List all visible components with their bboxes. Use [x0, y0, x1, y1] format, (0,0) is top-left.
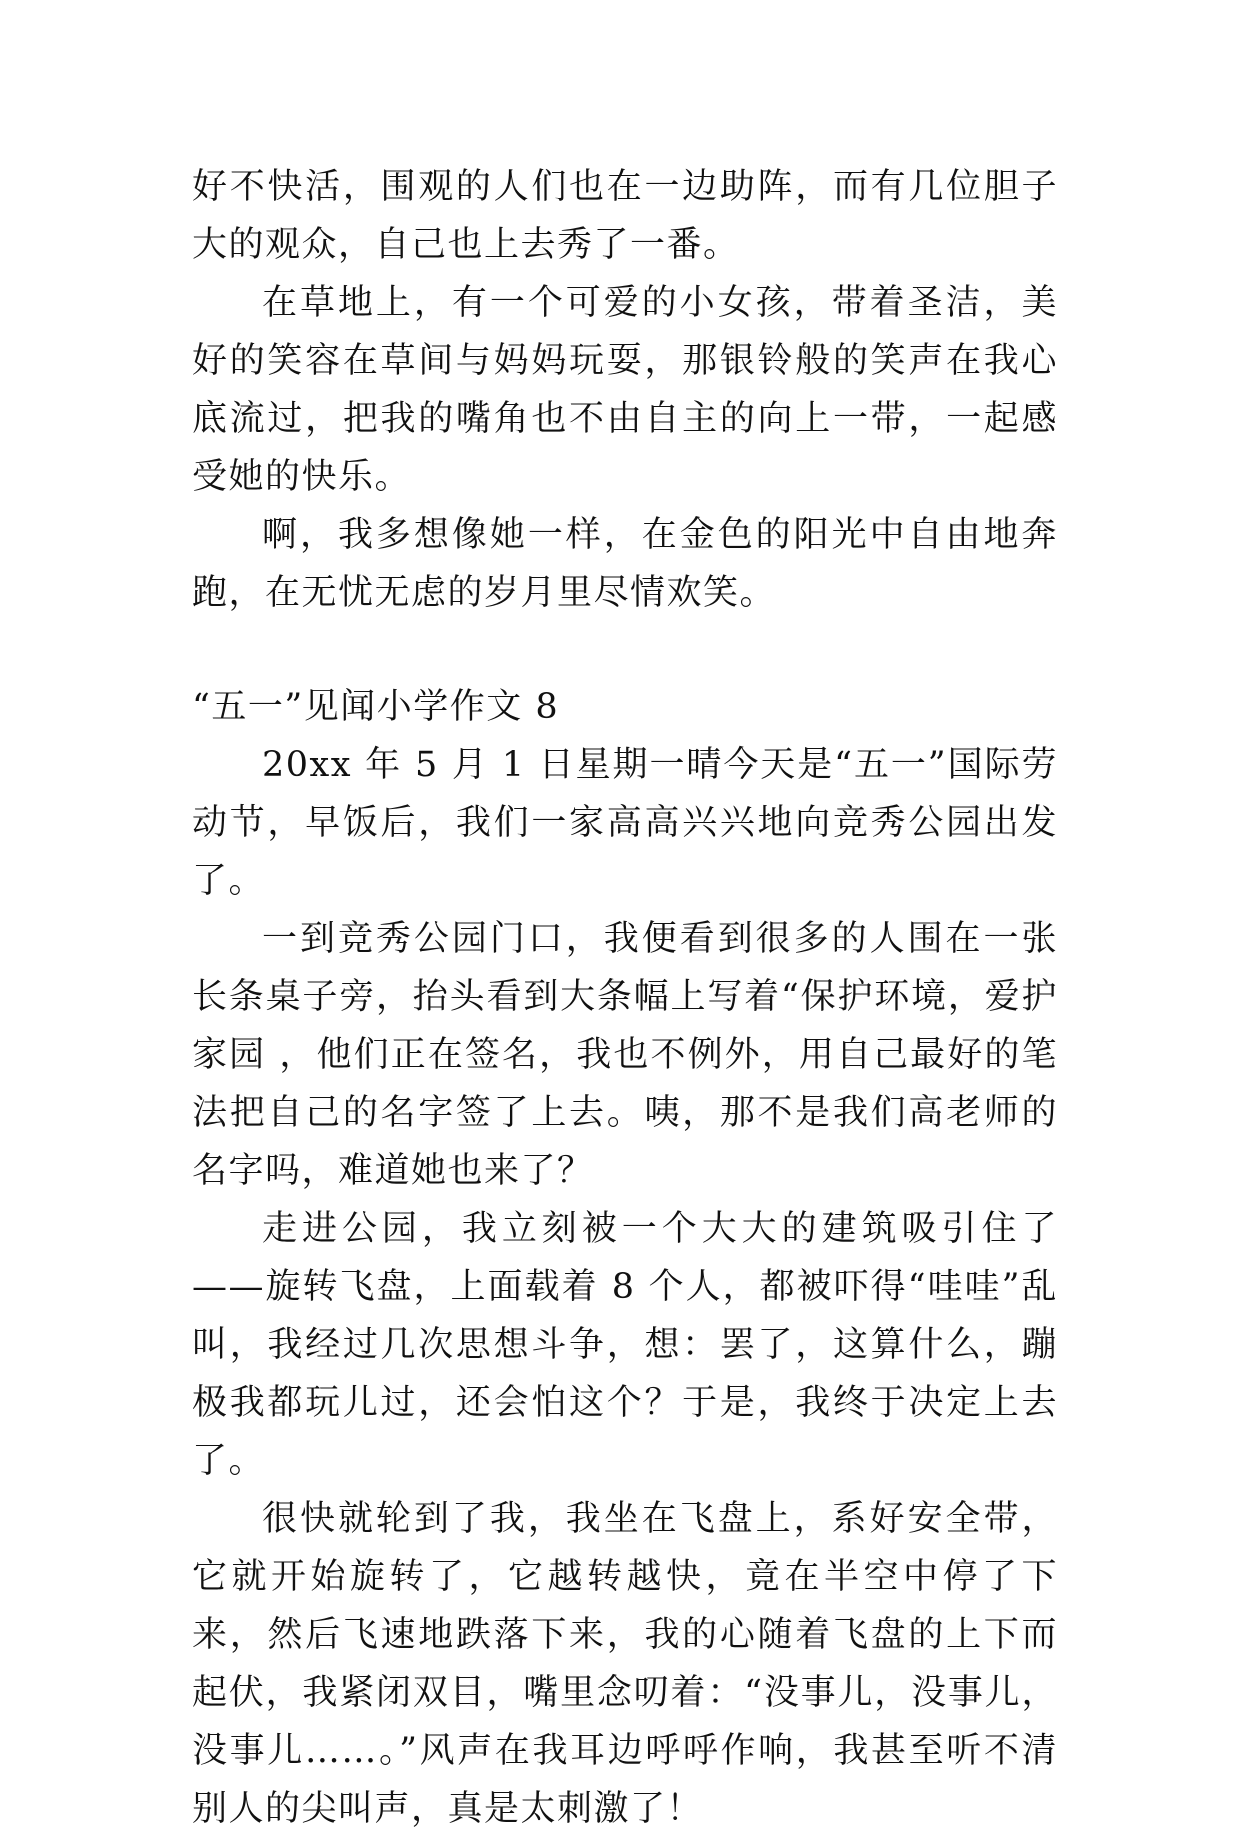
document-body: [192, 158, 1058, 1838]
section-title: “五一”见闻小学作文 8: [192, 687, 560, 727]
paragraph-continued-2: 在草地上，有一个可爱的小女孩，带着圣洁，美好的笑容在草间与妈妈玩耍，那银铃般的笑声在我心底流过，把我的嘴角也不由自主的向上一带，一起感受她的快乐。: [192, 283, 1058, 497]
section-paragraph-3: 走进公园，我立刻被一个大大的建筑吸引住了——旋转飞盘，上面载着 8 个人，都被吓得“哇哇”乱叫，我经过几次思想斗争，想：罢了，这算什么，蹦极我都玩儿过，还会怕这个？于是，我终于决定上去了。: [192, 1209, 1058, 1481]
section-paragraph-2: 一到竞秀公园门口，我便看到很多的人围在一张长条桌子旁，抬头看到大条幅上写着“保护环境，爱护家园 ，他们正在签名，我也不例外，用自己最好的笔法把自己的名字签了上去。咦，那不是我们高老师的名字吗，难道她也来了？: [192, 919, 1058, 1191]
paragraph-continued-3: 啊，我多想像她一样，在金色的阳光中自由地奔跑，在无忧无虑的岁月里尽情欢笑。: [192, 515, 1058, 613]
section-paragraph-1: 20xx 年 5 月 1 日星期一晴今天是“五一”国际劳动节，早饭后，我们一家高高兴兴地向竞秀公园出发了。: [192, 745, 1058, 901]
paragraph-continued-1: 好不快活，围观的人们也在一边助阵，而有几位胆子大的观众，自己也上去秀了一番。: [192, 167, 1058, 265]
section-paragraph-4: 很快就轮到了我，我坐在飞盘上，系好安全带，它就开始旋转了，它越转越快，竟在半空中停了下来，然后飞速地跌落下来，我的心随着飞盘的上下而起伏，我紧闭双目，嘴里念叨着：“没事儿，没事儿，没事儿……。”风声在我耳边呼呼作响，我甚至听不清别人的尖叫声，真是太刺激了！: [192, 1499, 1058, 1829]
